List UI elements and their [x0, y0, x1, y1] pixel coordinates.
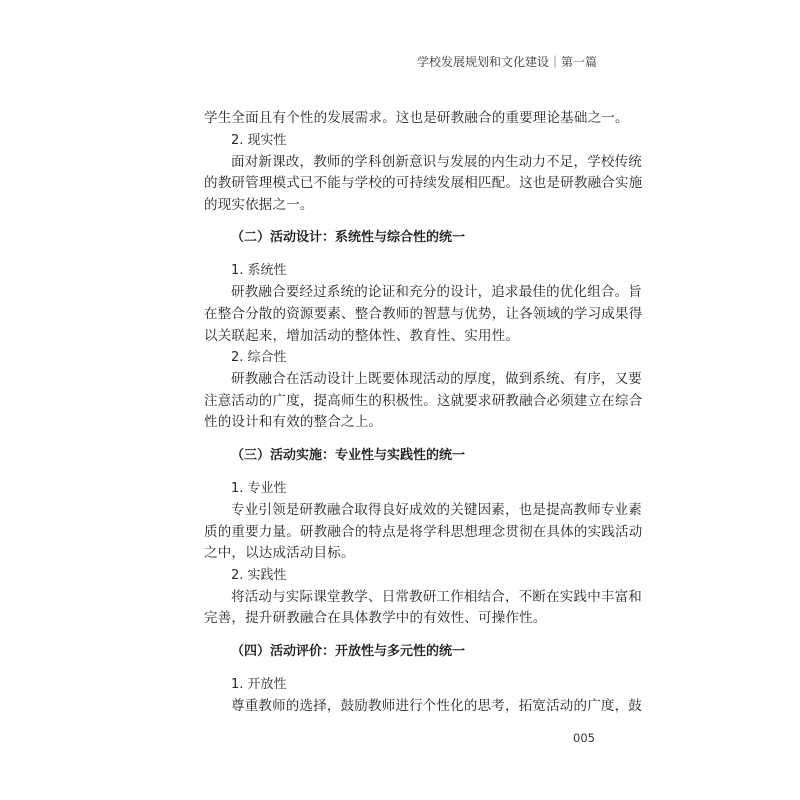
- paragraph-line: 的现实依据之一。: [204, 196, 314, 213]
- subheading-practical: 2. 实践性: [231, 567, 287, 583]
- running-header: 学校发展规划和文化建设｜第一篇: [416, 55, 597, 69]
- paragraph-line: 质的重要力量。研教融合的特点是将学科思想理念贯彻在具体的实践活动: [204, 523, 643, 540]
- paragraph-line: 尊重教师的选择，鼓励教师进行个性化的思考，拓宽活动的广度，鼓: [231, 697, 642, 714]
- section-heading-activity-design: （二）活动设计：系统性与综合性的统一: [231, 230, 466, 246]
- body-text: [204, 108, 643, 718]
- paragraph-line: 研教融合在活动设计上既要体现活动的厚度，做到系统、有序，又要: [231, 371, 642, 388]
- section-heading-activity-evaluation: （四）活动评价：开放性与多元性的统一: [231, 643, 466, 659]
- paragraph-line: 学生全面且有个性的发展需求。这也是研教融合的重要理论基础之一。: [204, 110, 629, 126]
- paragraph-line: 注意活动的广度，提高师生的积极性。这就要求研教融合必须建立在综合: [204, 392, 643, 409]
- paragraph-line: 研教融合要经过系统的论证和充分的设计，追求最佳的优化组合。旨: [231, 284, 642, 301]
- paragraph-line: 性的设计和有效的整合之上。: [204, 414, 383, 431]
- paragraph-line: 专业引领是研教融合取得良好成效的关键因素，也是提高教师专业素: [231, 501, 642, 518]
- paragraph-line: 面对新课改，教师的学科创新意识与发展的内生动力不足，学校传统: [231, 153, 642, 170]
- paragraph-line: 之中，以达成活动目标。: [204, 545, 355, 562]
- subheading-systematic: 1. 系统性: [231, 263, 287, 279]
- page-number: 005: [573, 731, 595, 745]
- subheading-comprehensive: 2. 综合性: [231, 350, 287, 366]
- subheading-professional: 1. 专业性: [231, 480, 287, 496]
- paragraph-line: 完善，提升研教融合在具体教学中的有效性、可操作性。: [204, 610, 547, 627]
- paragraph-line: 的教研管理模式已不能与学校的可持续发展相匹配。这也是研教融合实施: [204, 175, 643, 192]
- paragraph-line: 以关联起来，增加活动的整体性、教育性、实用性。: [204, 327, 520, 344]
- paragraph-line: 在整合分散的资源要素、整合教师的智慧与优势，让各领域的学习成果得: [204, 305, 643, 322]
- paragraph-line: 将活动与实际课堂教学、日常教研工作相结合，不断在实践中丰富和: [231, 588, 642, 605]
- subheading-realistic: 2. 现实性: [231, 132, 287, 148]
- subheading-open: 1. 开放性: [231, 676, 287, 692]
- section-heading-activity-implementation: （三）活动实施：专业性与实践性的统一: [231, 447, 466, 463]
